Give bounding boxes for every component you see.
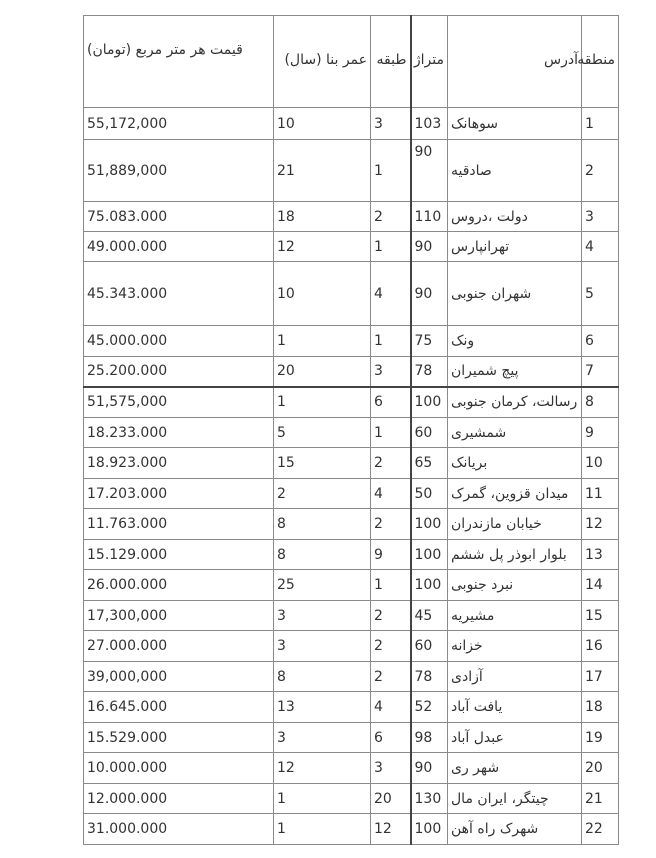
address-cell: ونک [448, 326, 582, 357]
metraj-cell: 65 [411, 448, 448, 479]
address-cell: بلوار ابوذر پل ششم [448, 540, 582, 570]
floor-cell: 1 [371, 570, 411, 601]
floor-cell: 1 [371, 140, 411, 202]
address-cell: شهران جنوبی [448, 262, 582, 326]
metraj-cell: 98 [411, 723, 448, 753]
price-cell: 55,172,000 [84, 108, 274, 140]
age-cell: 15 [274, 448, 371, 479]
price-cell: 51,575,000 [84, 387, 274, 418]
metraj-cell: 45 [411, 601, 448, 631]
address-cell: آزادی [448, 662, 582, 692]
floor-cell: 2 [371, 509, 411, 540]
address-header: آدرس [448, 16, 582, 108]
price-cell: 49.000.000 [84, 232, 274, 262]
region-cell: 4 [582, 232, 619, 262]
price-cell: 10.000.000 [84, 753, 274, 784]
table-row [84, 479, 619, 509]
floor-cell: 1 [371, 326, 411, 357]
table-row [84, 108, 619, 140]
floor-cell: 20 [371, 784, 411, 814]
region-cell: 14 [582, 570, 619, 601]
price-cell: 18.923.000 [84, 448, 274, 479]
price-cell: 45.000.000 [84, 326, 274, 357]
age-cell: 12 [274, 753, 371, 784]
region-cell: 7 [582, 357, 619, 387]
address-cell: خیابان مازندران [448, 509, 582, 540]
region-cell: 1 [582, 108, 619, 140]
age-cell: 1 [274, 387, 371, 418]
age-header: عمر بنا (سال) [274, 16, 371, 108]
age-cell: 21 [274, 140, 371, 202]
address-cell: دولت ،دروس [448, 202, 582, 232]
address-cell: تهرانپارس [448, 232, 582, 262]
region-cell: 5 [582, 262, 619, 326]
address-cell: نبرد جنوبی [448, 570, 582, 601]
table-row [84, 753, 619, 784]
floor-cell: 1 [371, 232, 411, 262]
metraj-cell: 90 [411, 140, 448, 202]
table-row [84, 692, 619, 723]
price-cell: 27.000.000 [84, 631, 274, 662]
region-cell: 13 [582, 540, 619, 570]
floor-cell: 9 [371, 540, 411, 570]
floor-cell: 2 [371, 662, 411, 692]
table-row [84, 662, 619, 692]
table-row [84, 814, 619, 845]
address-cell: صادقیه [448, 140, 582, 202]
address-cell: شهرک راه آهن [448, 814, 582, 845]
metraj-cell: 100 [411, 814, 448, 845]
floor-cell: 3 [371, 108, 411, 140]
floor-cell: 1 [371, 418, 411, 448]
age-cell: 3 [274, 601, 371, 631]
region-cell: 12 [582, 509, 619, 540]
address-cell: عبدل آباد [448, 723, 582, 753]
price-cell: 26.000.000 [84, 570, 274, 601]
region-cell: 8 [582, 387, 619, 418]
price-cell: 31.000.000 [84, 814, 274, 845]
address-cell: رسالت، کرمان جنوبی [448, 387, 582, 418]
address-cell: شمشیری [448, 418, 582, 448]
address-cell: بریانک [448, 448, 582, 479]
price-cell: 15.129.000 [84, 540, 274, 570]
age-cell: 1 [274, 814, 371, 845]
region-cell: 2 [582, 140, 619, 202]
address-cell: سوهانک [448, 108, 582, 140]
price-table [83, 15, 619, 845]
price-cell: 25.200.000 [84, 357, 274, 387]
age-cell: 2 [274, 479, 371, 509]
age-cell: 8 [274, 662, 371, 692]
floor-cell: 3 [371, 753, 411, 784]
metraj-cell: 90 [411, 753, 448, 784]
floor-cell: 3 [371, 357, 411, 387]
metraj-cell: 100 [411, 387, 448, 418]
metraj-cell: 130 [411, 784, 448, 814]
region-cell: 15 [582, 601, 619, 631]
price-cell: 75.083.000 [84, 202, 274, 232]
address-cell: چیتگر، ایران مال [448, 784, 582, 814]
region-cell: 19 [582, 723, 619, 753]
metraj-cell: 52 [411, 692, 448, 723]
header-row [84, 16, 619, 108]
age-cell: 10 [274, 108, 371, 140]
floor-cell: 12 [371, 814, 411, 845]
region-cell: 20 [582, 753, 619, 784]
age-cell: 13 [274, 692, 371, 723]
age-cell: 3 [274, 631, 371, 662]
floor-cell: 2 [371, 202, 411, 232]
table-row [84, 326, 619, 357]
age-cell: 25 [274, 570, 371, 601]
floor-cell: 4 [371, 262, 411, 326]
region-cell: 22 [582, 814, 619, 845]
age-cell: 1 [274, 784, 371, 814]
metraj-cell: 60 [411, 631, 448, 662]
table-row [84, 448, 619, 479]
price-cell: 11.763.000 [84, 509, 274, 540]
floor-cell: 2 [371, 601, 411, 631]
age-cell: 5 [274, 418, 371, 448]
region-cell: 16 [582, 631, 619, 662]
price-cell: 12.000.000 [84, 784, 274, 814]
address-cell: یافت آباد [448, 692, 582, 723]
table-row [84, 262, 619, 326]
metraj-cell: 60 [411, 418, 448, 448]
price-cell: 39,000,000 [84, 662, 274, 692]
region-cell: 10 [582, 448, 619, 479]
age-cell: 8 [274, 509, 371, 540]
table-row [84, 540, 619, 570]
region-cell: 21 [582, 784, 619, 814]
address-cell: شهر ری [448, 753, 582, 784]
address-cell: خزانه [448, 631, 582, 662]
price-cell: 15.529.000 [84, 723, 274, 753]
floor-cell: 4 [371, 692, 411, 723]
floor-cell: 2 [371, 631, 411, 662]
region-cell: 17 [582, 662, 619, 692]
table-row [84, 232, 619, 262]
region-cell: 11 [582, 479, 619, 509]
metraj-cell: 90 [411, 262, 448, 326]
price-header: قیمت هر متر مربع (تومان) [84, 16, 274, 108]
table-row [84, 601, 619, 631]
age-cell: 10 [274, 262, 371, 326]
metraj-cell: 103 [411, 108, 448, 140]
price-cell: 51,889,000 [84, 140, 274, 202]
age-cell: 20 [274, 357, 371, 387]
price-cell: 16.645.000 [84, 692, 274, 723]
table-row [84, 723, 619, 753]
table-row [84, 509, 619, 540]
metraj-cell: 75 [411, 326, 448, 357]
age-cell: 8 [274, 540, 371, 570]
metraj-cell: 50 [411, 479, 448, 509]
table-row [84, 418, 619, 448]
floor-cell: 6 [371, 723, 411, 753]
metraj-cell: 110 [411, 202, 448, 232]
address-cell: میدان قزوین، گمرک [448, 479, 582, 509]
metraj-cell: 100 [411, 570, 448, 601]
floor-cell: 2 [371, 448, 411, 479]
metraj-cell: 78 [411, 357, 448, 387]
region-header: منطقه [582, 16, 619, 108]
metraj-cell: 100 [411, 509, 448, 540]
table-row [84, 387, 619, 418]
table-body [84, 108, 619, 845]
region-cell: 18 [582, 692, 619, 723]
metraj-header: متراژ [411, 16, 448, 108]
table-row [84, 631, 619, 662]
metraj-cell: 90 [411, 232, 448, 262]
price-cell: 17.203.000 [84, 479, 274, 509]
region-cell: 3 [582, 202, 619, 232]
table-row [84, 784, 619, 814]
address-cell: پیچ شمیران [448, 357, 582, 387]
age-cell: 18 [274, 202, 371, 232]
age-cell: 1 [274, 326, 371, 357]
address-cell: مشیریه [448, 601, 582, 631]
region-cell: 6 [582, 326, 619, 357]
metraj-cell: 100 [411, 540, 448, 570]
floor-header: طبقه [371, 16, 411, 108]
metraj-cell: 78 [411, 662, 448, 692]
table-row [84, 357, 619, 387]
region-cell: 9 [582, 418, 619, 448]
price-cell: 17,300,000 [84, 601, 274, 631]
price-cell: 45.343.000 [84, 262, 274, 326]
floor-cell: 6 [371, 387, 411, 418]
floor-cell: 4 [371, 479, 411, 509]
table-row [84, 570, 619, 601]
age-cell: 12 [274, 232, 371, 262]
table-row [84, 202, 619, 232]
table-row [84, 140, 619, 202]
price-cell: 18.233.000 [84, 418, 274, 448]
age-cell: 3 [274, 723, 371, 753]
